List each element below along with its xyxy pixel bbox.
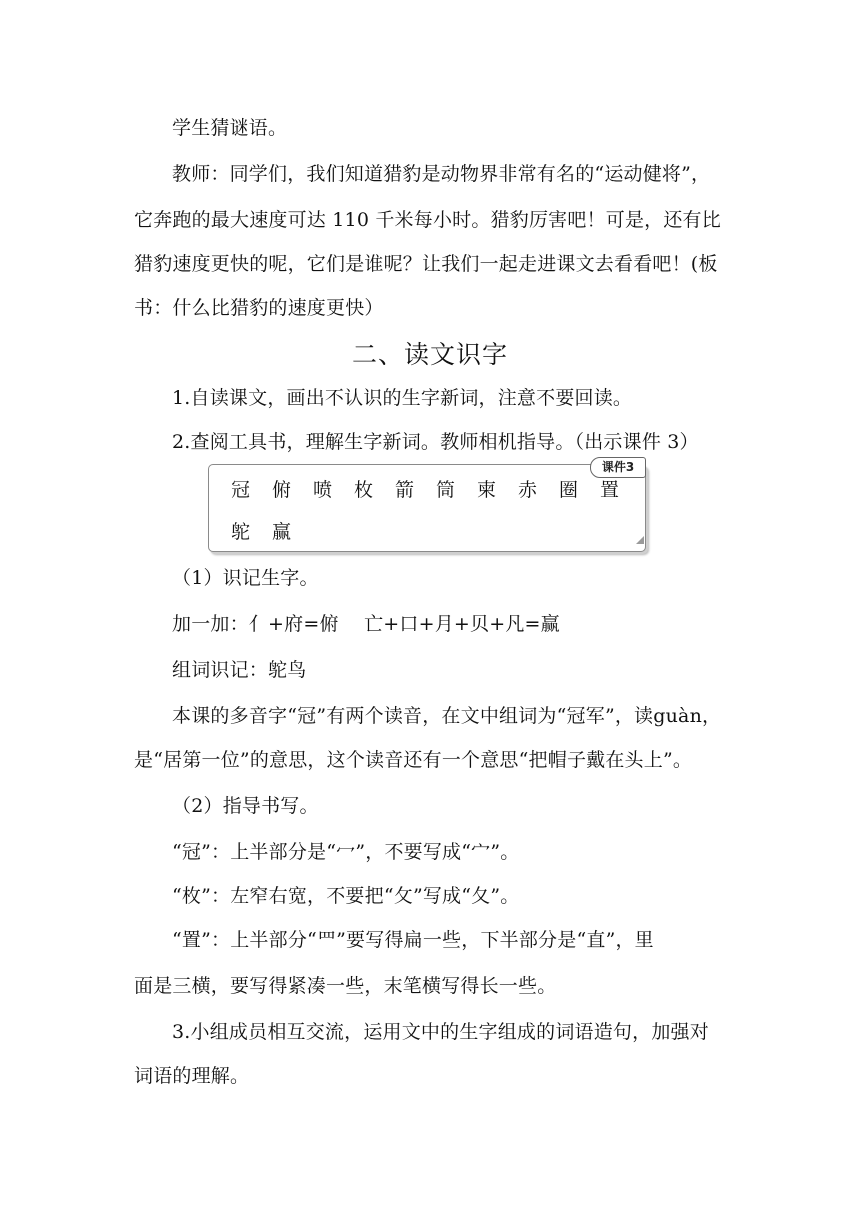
step-1: 1.自读课文，画出不认识的生字新词，注意不要回读。 <box>172 387 633 409</box>
step-3-line-2: 词语的理解。 <box>134 1065 250 1087</box>
step-2: 2.查阅工具书，理解生字新词。教师相机指导。（出示课件 3） <box>172 431 699 453</box>
char: 赢 <box>272 521 292 543</box>
courseware-card <box>208 464 646 552</box>
paragraph-teacher-line-1: 教师：同学们，我们知道猎豹是动物界非常有名的“运动健将”， <box>172 163 711 185</box>
paragraph-riddle: 学生猜谜语。 <box>172 117 288 139</box>
sub1-title: （1）识记生字。 <box>172 567 319 589</box>
paragraph-teacher-line-2: 它奔跑的最大速度可达 110 千米每小时。猎豹厉害吧！可是，还有比 <box>134 209 721 231</box>
char: 箭 <box>395 479 415 501</box>
char: 柬 <box>477 479 497 501</box>
char: 置 <box>600 479 620 501</box>
paragraph-teacher-line-4: 书：什么比猎豹的速度更快） <box>134 297 384 319</box>
section-heading: 二、读文识字 <box>351 340 508 369</box>
char: 喷 <box>313 479 333 501</box>
char: 鸵 <box>231 521 251 543</box>
sub1-group: 组词识记：鸵鸟 <box>172 659 307 681</box>
char: 圈 <box>559 479 579 501</box>
card-row-2 <box>231 520 313 544</box>
sub1-add: 加一加：亻+府=俯 亡+口+月+贝+凡=赢 <box>172 613 560 635</box>
sub1-polyphone-line-1: 本课的多音字“冠”有两个读音，在文中组词为“冠军”，读guàn， <box>172 705 722 727</box>
char: 枚 <box>354 479 374 501</box>
char: 俯 <box>272 479 292 501</box>
sub2-mei: “枚”：左窄右宽，不要把“攵”写成“夂”。 <box>172 885 520 907</box>
card-row-1 <box>231 478 641 502</box>
paragraph-teacher-line-3: 猎豹速度更快的呢，它们是谁呢？让我们一起走进课文去看看吧！(板 <box>134 253 718 275</box>
courseware-tab: 课件3 <box>590 457 646 478</box>
sub1-polyphone-line-2: 是“居第一位”的意思，这个读音还有一个意思“把帽子戴在头上”。 <box>134 749 693 771</box>
card-corner-fold <box>636 536 644 544</box>
sub2-zhi-line-2: 面是三横，要写得紧凑一些，末笔横写得长一些。 <box>134 975 557 997</box>
sub2-title: （2）指导书写。 <box>172 795 319 817</box>
char: 冠 <box>231 479 251 501</box>
sub2-zhi-line-1: “置”：上半部分“罒”要写得扁一些，下半部分是“直”，里 <box>172 929 654 951</box>
char: 筒 <box>436 479 456 501</box>
sub2-guan: “冠”：上半部分是“冖”，不要写成“宀”。 <box>172 841 520 863</box>
step-3-line-1: 3.小组成员相互交流，运用文中的生字组成的词语造句，加强对 <box>172 1021 709 1043</box>
char: 赤 <box>518 479 538 501</box>
